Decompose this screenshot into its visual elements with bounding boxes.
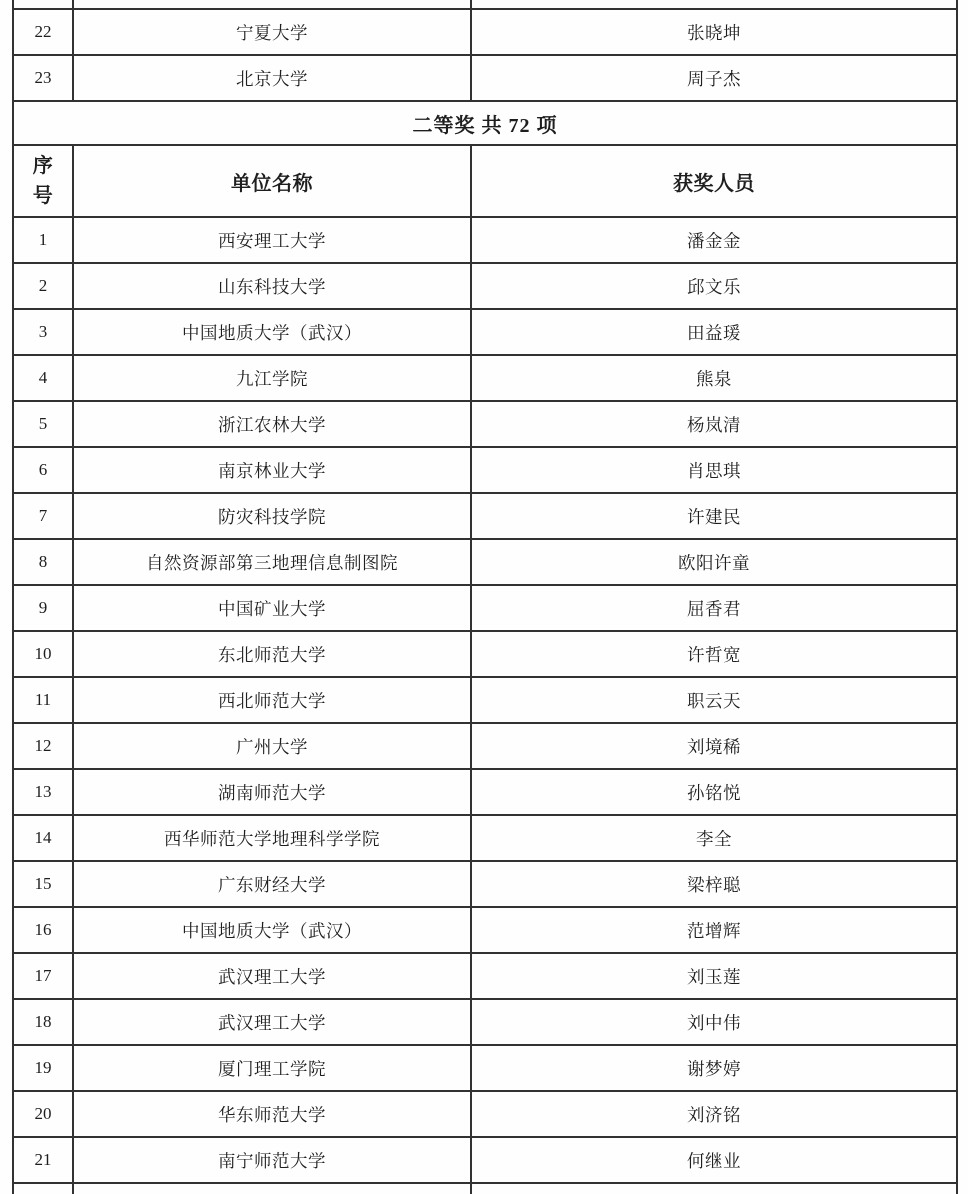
winner-name-cell: 田益瑗	[470, 310, 956, 354]
award-table-row	[14, 584, 956, 630]
serial-number-cell: 12	[34, 736, 52, 755]
unit-name-cell: 湖南师范大学	[72, 770, 470, 814]
award-table-row	[14, 262, 956, 308]
unit-name-cell: 中国地质大学（武汉）	[72, 908, 470, 952]
serial-number-cell: 1	[38, 230, 48, 249]
award-table-row	[14, 906, 956, 952]
unit-name-cell: 浙江农林大学	[72, 402, 470, 446]
winner-name-cell: 刘济铭	[470, 1092, 956, 1136]
winner-name-cell: 谢梦婷	[470, 1046, 956, 1090]
award-table-row	[14, 400, 956, 446]
serial-number-cell: 2	[38, 276, 48, 295]
unit-name-cell: 自然资源部第三地理信息制图院	[72, 540, 470, 584]
award-table-row	[14, 722, 956, 768]
winner-name-cell: 职云天	[470, 678, 956, 722]
winner-name-cell: 梁梓聪	[470, 862, 956, 906]
unit-name-cell: 西安理工大学	[72, 218, 470, 262]
winner-name-cell: 孙铭悦	[470, 770, 956, 814]
unit-name-cell: 宁夏大学	[72, 10, 470, 54]
serial-column-header-label: 序号	[32, 155, 54, 207]
unit-name-cell: 北京大学	[72, 56, 470, 100]
section-title: 二等奖 共 72 项	[412, 114, 558, 137]
serial-number-cell: 11	[34, 690, 52, 709]
unit-name-cell: 广州大学	[72, 724, 470, 768]
winner-name-cell: 周子杰	[470, 56, 956, 100]
unit-name-cell: 西华师范大学地理科学学院	[72, 816, 470, 860]
serial-number-cell: 3	[38, 322, 48, 341]
winner-name-cell: 刘中伟	[470, 1000, 956, 1044]
winner-name-cell: 许哲宽	[470, 632, 956, 676]
award-table-row	[14, 538, 956, 584]
unit-name-cell: 厦门理工学院	[72, 1046, 470, 1090]
unit-name-cell: 东北师范大学	[72, 632, 470, 676]
cutoff-cell	[72, 1184, 470, 1194]
cutoff-cell	[470, 0, 956, 8]
award-table-row	[14, 630, 956, 676]
unit-name-cell: 西北师范大学	[72, 678, 470, 722]
award-table-row	[14, 814, 956, 860]
award-table-row	[14, 998, 956, 1044]
serial-number-cell: 4	[38, 368, 48, 387]
winner-name-cell: 杨岚清	[470, 402, 956, 446]
award-table-row	[14, 860, 956, 906]
serial-number-cell: 22	[34, 22, 52, 41]
award-table-row	[14, 492, 956, 538]
unit-name-cell: 九江学院	[72, 356, 470, 400]
winner-name-cell: 刘玉莲	[470, 954, 956, 998]
winner-name-cell: 张晓坤	[470, 10, 956, 54]
award-table-row	[14, 308, 956, 354]
award-table-row	[14, 446, 956, 492]
award-table-row	[14, 216, 956, 262]
table-header-row	[14, 144, 956, 216]
award-table-row	[14, 1044, 956, 1090]
unit-column-header: 单位名称	[72, 146, 470, 216]
unit-name-cell: 南宁师范大学	[72, 1138, 470, 1182]
award-table-row	[14, 8, 956, 54]
unit-name-cell: 中国地质大学（武汉）	[72, 310, 470, 354]
bottom-cutoff-row	[14, 1182, 956, 1194]
award-table-row	[14, 676, 956, 722]
winner-name-cell: 熊泉	[470, 356, 956, 400]
serial-number-cell: 17	[34, 966, 52, 985]
award-table-row	[14, 354, 956, 400]
winner-name-cell: 李全	[470, 816, 956, 860]
serial-number-cell: 23	[34, 68, 52, 87]
serial-number-cell: 9	[38, 598, 48, 617]
unit-name-cell: 武汉理工大学	[72, 1000, 470, 1044]
cutoff-cell	[14, 1184, 72, 1194]
serial-number-cell: 15	[34, 874, 52, 893]
winner-name-cell: 屈香君	[470, 586, 956, 630]
award-table-row	[14, 1136, 956, 1182]
unit-name-cell: 山东科技大学	[72, 264, 470, 308]
unit-name-cell: 防灾科技学院	[72, 494, 470, 538]
serial-number-cell: 13	[34, 782, 52, 801]
serial-number-cell: 21	[34, 1150, 52, 1169]
unit-name-cell: 中国矿业大学	[72, 586, 470, 630]
winner-name-cell: 邱文乐	[470, 264, 956, 308]
serial-number-cell: 6	[38, 460, 48, 479]
award-table-row	[14, 1090, 956, 1136]
winner-name-cell: 范增辉	[470, 908, 956, 952]
serial-number-cell: 18	[34, 1012, 52, 1031]
serial-number-cell: 20	[34, 1104, 52, 1123]
serial-number-cell: 16	[34, 920, 52, 939]
award-table	[12, 0, 958, 1194]
unit-name-cell: 武汉理工大学	[72, 954, 470, 998]
winner-name-cell: 欧阳许童	[470, 540, 956, 584]
serial-number-cell: 8	[38, 552, 48, 571]
serial-number-cell: 19	[34, 1058, 52, 1077]
winner-name-cell: 潘金金	[470, 218, 956, 262]
cutoff-cell	[14, 0, 72, 8]
section-title-row	[14, 100, 956, 144]
winner-name-cell: 许建民	[470, 494, 956, 538]
cutoff-cell	[470, 1184, 956, 1194]
award-table-row	[14, 952, 956, 998]
winner-name-cell: 何继业	[470, 1138, 956, 1182]
award-table-row	[14, 54, 956, 100]
unit-name-cell: 南京林业大学	[72, 448, 470, 492]
serial-number-cell: 14	[34, 828, 52, 847]
serial-column-header	[14, 146, 72, 216]
winner-name-cell: 刘境稀	[470, 724, 956, 768]
cutoff-cell	[72, 0, 470, 8]
serial-number-cell: 7	[38, 506, 48, 525]
unit-name-cell: 华东师范大学	[72, 1092, 470, 1136]
serial-number-cell: 10	[34, 644, 52, 663]
serial-number-cell: 5	[38, 414, 48, 433]
top-cutoff-row	[14, 0, 956, 8]
unit-name-cell: 广东财经大学	[72, 862, 470, 906]
winner-column-header: 获奖人员	[470, 146, 956, 216]
award-table-row	[14, 768, 956, 814]
winner-name-cell: 肖思琪	[470, 448, 956, 492]
